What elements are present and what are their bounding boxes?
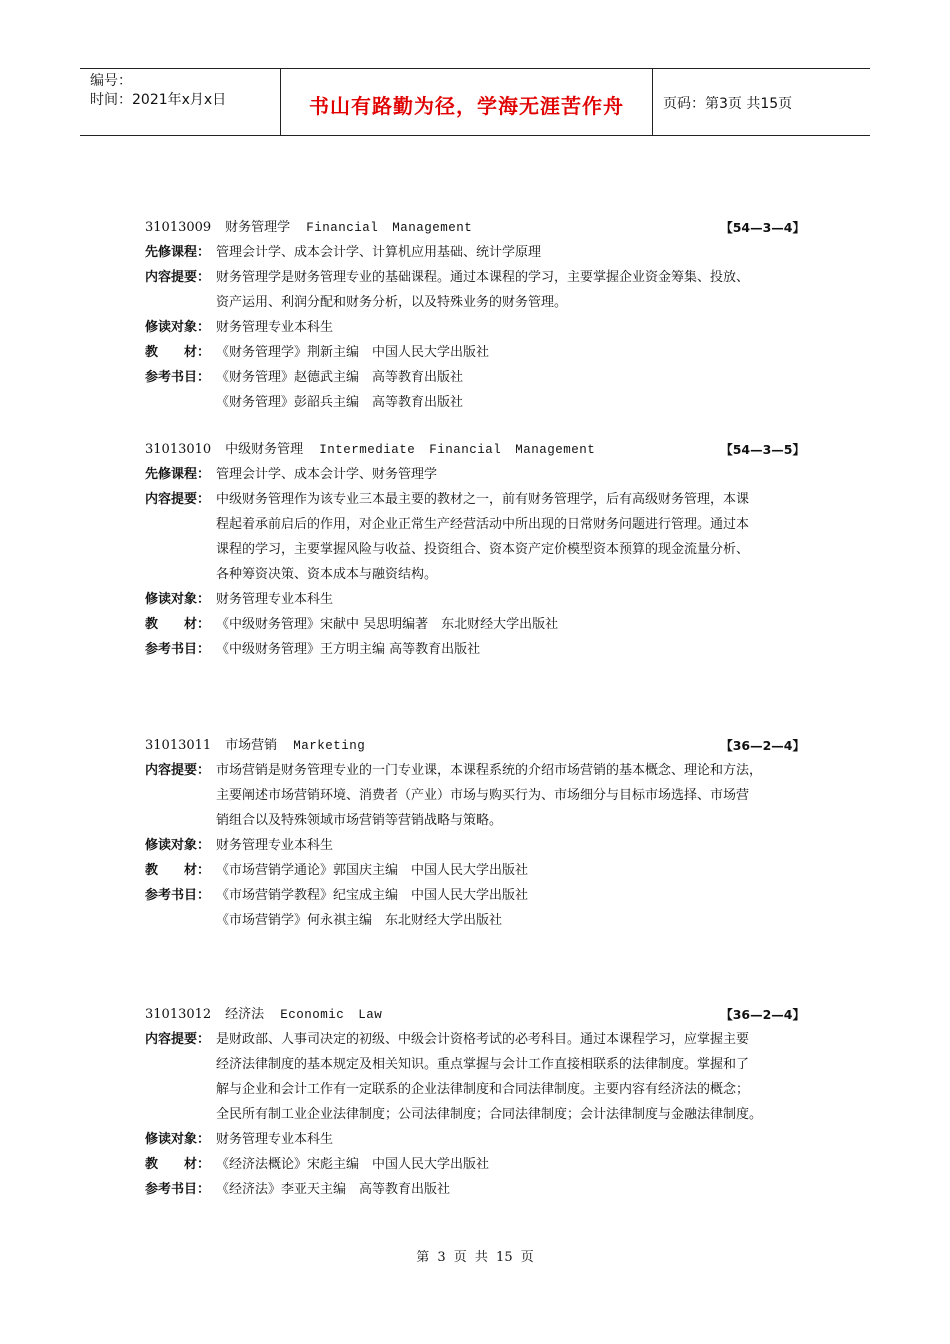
summary-line: 主要阐述市场营销环境、消费者（产业）市场与购买行为、市场细分与目标市场选择、市场营 [216,788,750,803]
target-label: 修读对象： [145,320,211,335]
textbook-value: 《市场营销学通论》郭国庆主编 中国人民大学出版社 [216,863,529,878]
reference-item: 《财务管理》彭韶兵主编 高等教育出版社 [216,395,464,410]
course-title-en: Intermediate Financial Management [319,443,596,457]
reference-item: 《市场营销学教程》纪宝成主编 中国人民大学出版社 [216,888,529,903]
references [145,1177,805,1202]
course-hours: 【36—2—4】 [720,738,805,753]
target-students [145,833,805,858]
summary-line: 资产运用、利润分配和财务分析，以及特殊业务的财务管理。 [216,295,568,310]
target-value: 财务管理专业本科生 [216,1132,334,1147]
course-entry [145,215,805,415]
course-title-en: Financial Management [306,221,473,235]
prerequisites [145,462,805,487]
references-label: 参考书目： [145,888,211,903]
course-title-en: Marketing [293,739,366,753]
textbook-label: 教 材： [145,1157,211,1172]
prerequisites [145,240,805,265]
course-code: 31013011 [145,738,212,753]
prerequisites-label: 先修课程： [145,245,211,260]
course-title-cn: 经济法 [225,1007,265,1022]
course-code: 31013010 [145,442,212,457]
reference-item: 《中级财务管理》王方明主编 高等教育出版社 [216,642,481,657]
textbook-value: 《经济法概论》宋彪主编 中国人民大学出版社 [216,1157,490,1172]
course-title-en: Economic Law [280,1008,383,1022]
textbook [145,858,805,883]
target-students [145,587,805,612]
references-label: 参考书目： [145,642,211,657]
textbook [145,340,805,365]
summary-line: 全民所有制工业企业法律制度；公司法律制度；合同法律制度；会计法律制度与金融法律制度。 [216,1107,763,1122]
summary-line: 解与企业和会计工作有一定联系的企业法律制度和合同法律制度。主要内容有经济法的概念； [216,1082,750,1097]
course-entry [145,733,805,933]
target-students [145,1127,805,1152]
document-time-label: 时间：2021年x月x日 [90,92,227,108]
summary-label: 内容提要： [145,1032,211,1047]
textbook [145,612,805,637]
target-students [145,315,805,340]
page-footer: 第 3 页 共 15 页 [416,1250,534,1265]
summary-label: 内容提要： [145,492,211,507]
references [145,637,805,662]
references-label: 参考书目： [145,370,211,385]
course-code: 31013012 [145,1007,212,1022]
prerequisites-label: 先修课程： [145,467,211,482]
summary-line: 销组合以及特殊领域市场营销等营销战略与策略。 [216,813,503,828]
course-heading [145,733,805,758]
summary-text: 中级财务管理作为该专业三本最主要的教材之一，前有财务管理学，后有高级财务管理，本课 [216,492,750,507]
course-hours: 【54—3—5】 [720,442,805,457]
course-heading [145,1002,805,1027]
target-value: 财务管理专业本科生 [216,838,334,853]
summary-text: 财务管理学是财务管理专业的基础课程。通过本课程的学习，主要掌握企业资金筹集、投放、 [216,270,750,285]
references [145,883,805,908]
page-header [80,68,870,136]
summary-line: 课程的学习，主要掌握风险与收益、投资组合、资本资产定价模型资本预算的现金流量分析、 [216,542,750,557]
course-title-cn: 财务管理学 [225,220,291,235]
document-number-label: 编号： [90,73,132,89]
textbook-label: 教 材： [145,345,211,360]
summary-text: 市场营销是财务管理专业的一门专业课，本课程系统的介绍市场营销的基本概念、理论和方法， [216,763,763,778]
textbook-value: 《中级财务管理》宋献中 吴思明编著 东北财经大学出版社 [216,617,559,632]
reference-item: 《市场营销学》何永祺主编 东北财经大学出版社 [216,913,503,928]
target-value: 财务管理专业本科生 [216,592,334,607]
summary-line: 程起着承前启后的作用，对企业正常生产经营活动中所出现的日常财务问题进行管理。通过本 [216,517,750,532]
summary-label: 内容提要： [145,270,211,285]
summary-line: 经济法律制度的基本规定及相关知识。重点掌握与会计工作直接相联系的法律制度。掌握和了 [216,1057,750,1072]
textbook-label: 教 材： [145,617,211,632]
reference-item: 《财务管理》赵德武主编 高等教育出版社 [216,370,464,385]
course-title-cn: 市场营销 [225,738,278,753]
references-label: 参考书目： [145,1182,211,1197]
prerequisites-value: 管理会计学、成本会计学、财务管理学 [216,467,438,482]
textbook-label: 教 材： [145,863,211,878]
course-code: 31013009 [145,220,212,235]
textbook-value: 《财务管理学》荆新主编 中国人民大学出版社 [216,345,490,360]
course-entry [145,1002,805,1202]
textbook [145,1152,805,1177]
target-label: 修读对象： [145,838,211,853]
course-hours: 【54—3—4】 [720,220,805,235]
header-motto: 书山有路勤为径，学海无涯苦作舟 [281,69,653,135]
summary-line: 各种筹资决策、资本成本与融资结构。 [216,567,438,582]
header-meta [80,69,281,135]
summary-line [145,487,805,512]
reference-item: 《经济法》李亚天主编 高等教育出版社 [216,1182,451,1197]
summary-label: 内容提要： [145,763,211,778]
header-page-number: 页码：第3页 共15页 [663,96,793,112]
references [145,365,805,390]
course-title-cn: 中级财务管理 [225,442,304,457]
prerequisites-value: 管理会计学、成本会计学、计算机应用基础、统计学原理 [216,245,542,260]
course-heading [145,437,805,462]
target-value: 财务管理专业本科生 [216,320,334,335]
course-heading [145,215,805,240]
course-entry [145,437,805,662]
target-label: 修读对象： [145,1132,211,1147]
summary-line [145,265,805,290]
summary-line [145,1027,805,1052]
summary-text: 是财政部、人事司决定的初级、中级会计资格考试的必考科目。通过本课程学习，应掌握主要 [216,1032,750,1047]
course-hours: 【36—2—4】 [720,1007,805,1022]
summary-line [145,758,805,783]
target-label: 修读对象： [145,592,211,607]
